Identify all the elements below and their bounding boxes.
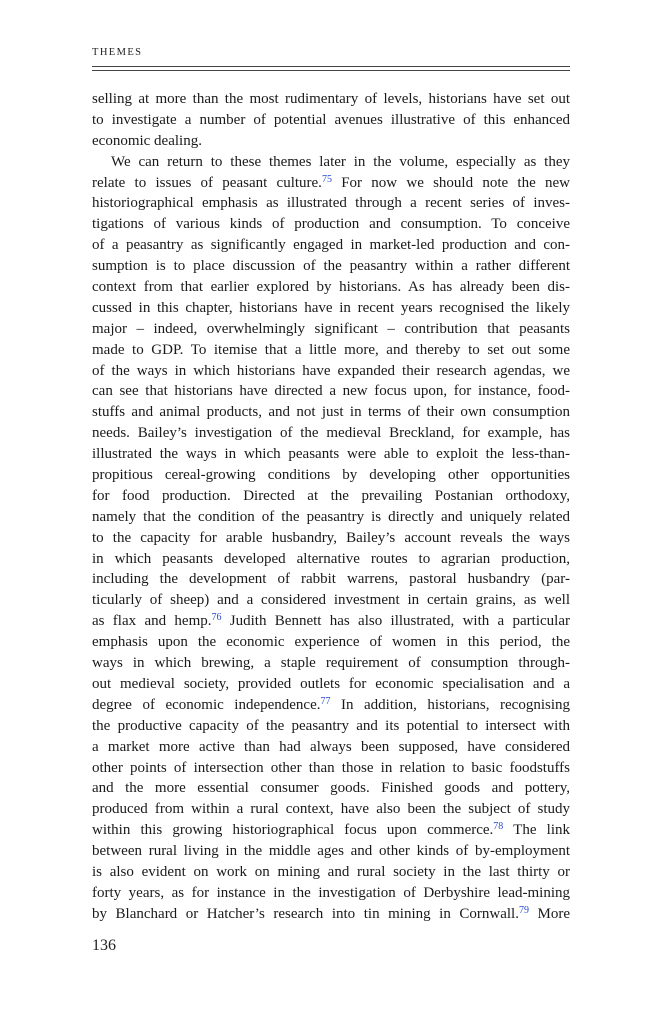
- page-number: 136: [92, 937, 116, 954]
- text-line: [92, 152, 570, 173]
- header-rule-top: [92, 66, 570, 67]
- header-rule-bottom: [92, 70, 570, 71]
- footnote-ref-77[interactable]: 77: [320, 695, 331, 707]
- text-line: the productive capacity of the peasantry and its potential to intersect with: [92, 717, 570, 734]
- text-line: out medieval society, provided outlets for economic specialisation and a: [92, 675, 570, 692]
- text-line: illustrated the ways in which peasants were able to exploit the less-than-: [92, 446, 570, 463]
- text-line: sumption is to place discussion of the peasantry within a rather different: [92, 258, 570, 275]
- text-line: made to GDP. To itemise that a little more, and thereby to set out some: [92, 341, 570, 358]
- text-line: tigations of various kinds of production and consumption. To conceive: [92, 216, 570, 233]
- text-line: of the ways in which historians have expanded their research agendas, we: [92, 362, 570, 379]
- text-line: relate to issues of peasant culture.$^{75}$ For now we should note the new: [92, 173, 570, 191]
- text-line: to investigate a number of potential avenues illustrative of this enhanced: [92, 111, 570, 128]
- footnote-ref-75[interactable]: 75: [321, 173, 332, 185]
- footnote-ref-79[interactable]: 79: [518, 904, 529, 916]
- text-line: namely that the condition of the peasantry is directly and uniquely related: [92, 508, 570, 525]
- text-line: selling at more than the most rudimentary of levels, historians have set out: [92, 91, 570, 107]
- text-line: produced from within a rural context, have also been the subject of study: [92, 801, 570, 818]
- text-line: as flax and hemp.$^{76}$ Judith Bennett has also illustrated, with a particular: [92, 612, 570, 630]
- text-line: ways in which brewing, a staple requirement of consumption through-: [92, 655, 570, 672]
- text-line: in which peasants developed alternative routes to agrarian production,: [92, 550, 570, 567]
- running-head: THEMES: [92, 47, 143, 58]
- footnote-ref-78[interactable]: 78: [493, 821, 504, 833]
- text-line: to the capacity for arable husbandry, Bailey’s account reveals the ways: [92, 529, 570, 546]
- footnote-ref-76[interactable]: 76: [211, 612, 222, 624]
- text-line: of a peasantry as significantly engaged in market-led production and con-: [92, 237, 570, 254]
- text-line: cussed in this chapter, historians have in recent years recognised the likely: [92, 299, 570, 316]
- text-line: economic dealing.: [92, 132, 202, 149]
- text-line: propitious cereal-growing conditions by developing other opportunities: [92, 467, 570, 484]
- paragraph-start: We can return to these themes later in the volume, especially as they: [111, 153, 570, 170]
- text-line: historiographical emphasis as illustrated through a recent series of inves-: [92, 195, 570, 212]
- text-line: stuffs and animal products, and not just in terms of their own consumption: [92, 404, 570, 421]
- text-line: needs. Bailey’s investigation of the medieval Breckland, for example, has: [92, 425, 570, 442]
- text-line: ticularly of sheep) and a considered investment in certain grains, as well: [92, 592, 570, 609]
- body-text: [92, 89, 570, 925]
- text-line: between rural living in the middle ages and other kinds of by-employment: [92, 843, 570, 860]
- text-line: by Blanchard or Hatcher’s research into tin mining in Cornwall.$^{79}$ More: [92, 904, 570, 922]
- text-line: degree of economic independence.$^{77}$ In addition, historians, recognising: [92, 695, 570, 713]
- text-line: for food production. Directed at the prevailing Postanian orthodoxy,: [92, 487, 570, 504]
- text-line: major – indeed, overwhelmingly significant – contribution that peasants: [92, 320, 570, 337]
- text-line: other points of intersection other than those in relation to basic foodstuffs: [92, 759, 570, 776]
- text-line: and the more essential consumer goods. Finished goods and pottery,: [92, 780, 570, 797]
- text-line: a market more active than had always been supposed, have considered: [92, 738, 570, 755]
- text-line: emphasis upon the economic experience of women in this period, the: [92, 634, 570, 651]
- text-line: forty years, as for instance in the investigation of Derbyshire lead-mining: [92, 884, 570, 901]
- text-line: including the development of rabbit warrens, pastoral husbandry (par-: [92, 571, 570, 588]
- text-line: context from that earlier explored by historians. As has already been dis-: [92, 279, 570, 296]
- text-line: is also evident on work on mining and rural society in the last thirty or: [92, 863, 570, 880]
- text-line: can see that historians have directed a new focus upon, for instance, food-: [92, 383, 570, 400]
- text-line: within this growing historiographical focus upon commerce.$^{78}$ The link: [92, 821, 570, 839]
